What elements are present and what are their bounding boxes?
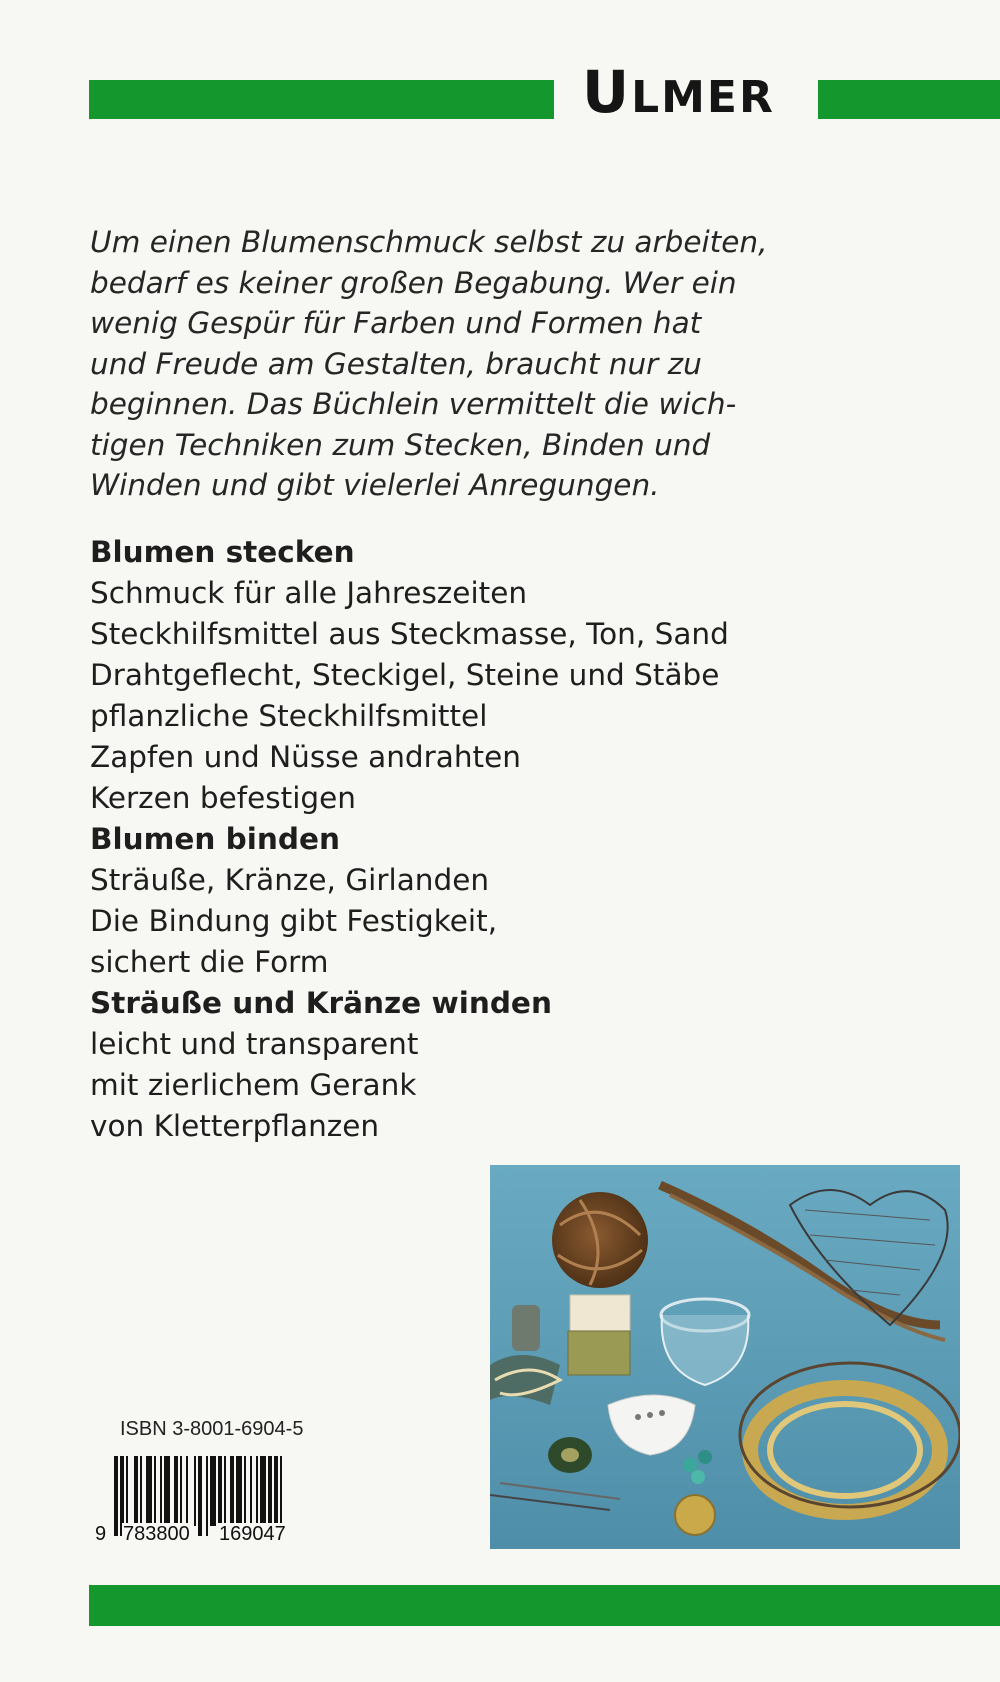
barcode-bar (140, 1456, 142, 1526)
section-line: Kerzen befestigen (90, 781, 356, 815)
intro-line: Winden und gibt vielerlei Anregungen. (90, 468, 660, 502)
intro-line: und Freude am Gestalten, braucht nur zu (90, 346, 702, 381)
section-line: Die Bindung gibt Festigkeit, (90, 904, 498, 938)
barcode-bar (146, 1456, 152, 1526)
willow-ball (552, 1192, 648, 1288)
publisher-logo (582, 52, 802, 138)
section-heading: Sträuße und Kränze winden (90, 986, 552, 1020)
barcode-bar (154, 1456, 156, 1526)
publisher-initial: U (582, 58, 632, 126)
barcode-bar (198, 1456, 202, 1536)
section-heading: Blumen stecken (90, 535, 355, 569)
barcode-bar (160, 1456, 162, 1526)
bottom-green-bar (89, 1585, 1000, 1626)
section-line: Steckhilfsmittel aus Steckmasse, Ton, Sand (90, 617, 729, 651)
isbn-label: ISBN 3-8001-6904-5 (120, 1418, 304, 1440)
section-line: Zapfen und Nüsse andrahten (90, 740, 521, 774)
barcode-bar (210, 1456, 216, 1526)
barcode-bar (194, 1456, 196, 1526)
barcode-bar (274, 1456, 278, 1526)
section-line: pflanzliche Steckhilfsmittel (90, 699, 488, 733)
intro-line: beginnen. Das Büchlein vermittelt die wich- (90, 387, 737, 421)
barcode-bar (236, 1456, 242, 1526)
kenzan-pin-frog (675, 1495, 715, 1535)
floral-foam-green (568, 1331, 630, 1375)
barcode-bar (114, 1456, 118, 1536)
intro-paragraph (90, 222, 890, 506)
barcode-bar (180, 1456, 182, 1526)
barcode-bar (244, 1456, 246, 1526)
section-line: Sträuße, Kränze, Girlanden (90, 863, 490, 897)
section-line: Schmuck für alle Jahreszeiten (90, 576, 528, 610)
barcode-bar (268, 1456, 272, 1526)
product-photo (490, 1165, 960, 1549)
publisher-rest: LMER (631, 72, 775, 123)
barcode-bar (174, 1456, 178, 1526)
section-line: von Kletterpflanzen (90, 1109, 380, 1143)
top-green-bar-right (818, 80, 1000, 119)
section-line: sichert die Form (90, 945, 329, 979)
barcode-right-digits: 169047 (219, 1523, 286, 1545)
tape-roll (512, 1305, 540, 1351)
barcode-bar (206, 1456, 208, 1536)
section-line: mit zierlichem Gerank (90, 1068, 417, 1102)
barcode-bar (256, 1456, 258, 1526)
barcode-bar (134, 1456, 138, 1526)
barcode-bar (250, 1456, 252, 1526)
intro-line: bedarf es keiner großen Begabung. Wer ein (90, 265, 737, 300)
floral-foam-white (570, 1295, 630, 1333)
section-line: leicht und transparent (90, 1027, 419, 1061)
section-heading: Blumen binden (90, 822, 340, 856)
barcode-bar (126, 1456, 128, 1526)
barcode-bar (186, 1456, 188, 1526)
barcode-bar (230, 1456, 234, 1526)
barcode-bar (164, 1456, 170, 1526)
top-green-bar-left (89, 80, 554, 119)
intro-line: wenig Gespür für Farben und Formen hat (90, 306, 702, 340)
barcode-bar (218, 1456, 222, 1526)
intro-line: tigen Techniken zum Stecken, Binden und (90, 427, 711, 462)
barcode-lead-digit: 9 (95, 1523, 107, 1545)
contents-list (90, 532, 729, 1147)
barcode-bar (224, 1456, 226, 1526)
intro-line: Um einen Blumenschmuck selbst zu arbeiten, (90, 225, 768, 259)
section-line: Drahtgeflecht, Steckigel, Steine und Stäbe (90, 658, 720, 692)
barcode-left-digits: 783800 (123, 1523, 190, 1545)
barcode-bar (260, 1456, 266, 1526)
